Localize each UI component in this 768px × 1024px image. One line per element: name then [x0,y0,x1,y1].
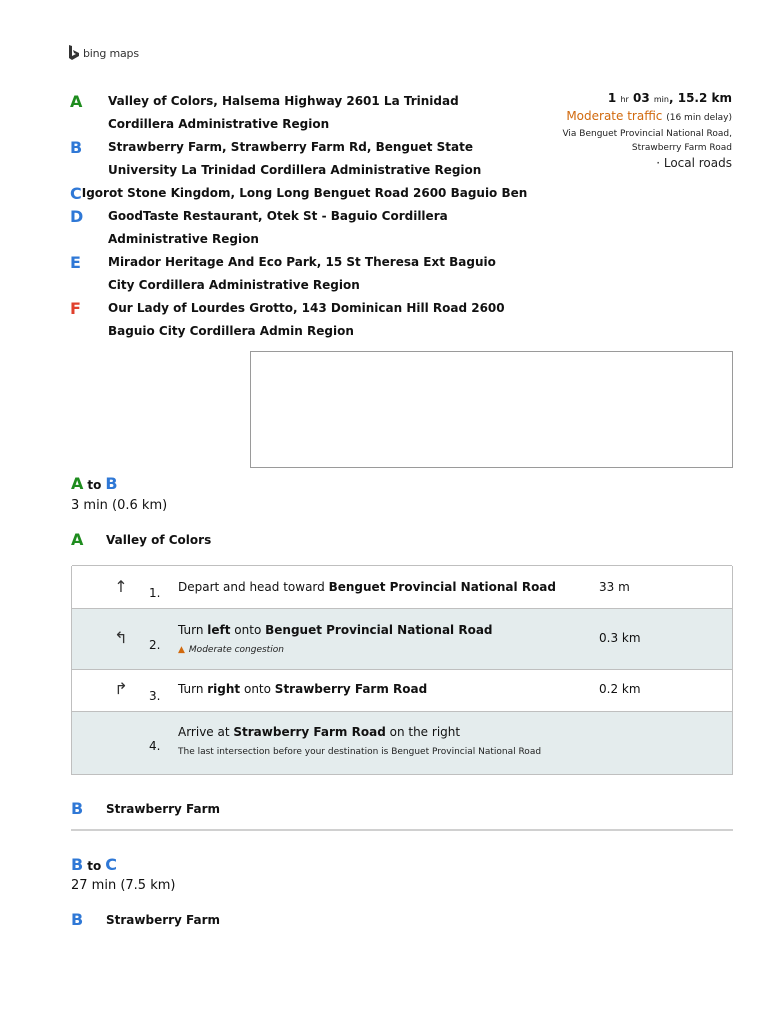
waypoint-address: Our Lady of Lourdes Grotto, 143 Dominican Hill Road 2600 Baguio City Cordillera Admin Region [108,301,505,338]
step-row[interactable]: ↱ 3. Turn right onto Strawberry Farm Road 0.2 km [72,669,732,712]
traffic-status: Moderate traffic (16 min delay) [566,109,732,123]
waypoint-address: Strawberry Farm, Strawberry Farm Rd, Benguet State University La Trinidad Cordillera Administrative Region [108,140,482,177]
step-row[interactable]: ↑ 1. Depart and head toward Benguet Provincial National Road 33 m [72,565,732,609]
waypoint-letter: C [70,184,82,203]
waypoint-address: Mirador Heritage And Eco Park, 15 St Theresa Ext Baguio City Cordillera Administrative Region [108,255,496,292]
waypoint-e[interactable] [70,251,520,297]
bing-logo-icon [68,45,80,61]
leg-divider [71,829,733,831]
waypoint-letter: D [70,207,84,226]
logo-text: bing maps [83,46,139,60]
leg-start-point: B Strawberry Farm [71,910,221,929]
waypoint-address: Valley of Colors, Halsema Highway 2601 La Trinidad Cordillera Administrative Region [108,94,459,131]
leg-time: 27 min (7.5 km) [71,878,176,893]
waypoint-letter: B [70,138,83,157]
leg-header-a-b: A to B [71,474,118,493]
waypoint-letter: A [70,92,83,111]
step-row[interactable]: ↰ 2. Turn left onto Benguet Provincial National Road ▲ Moderate congestion 0.3 km [72,608,732,670]
waypoint-b[interactable] [70,136,520,182]
waypoint-f[interactable] [70,297,520,343]
waypoint-address: GoodTaste Restaurant, Otek St - Baguio Cordillera Administrative Region [108,209,448,246]
step-row[interactable]: 4. Arrive at Strawberry Farm Road on the right The last intersection before your destination is Benguet Provincial National Road [72,711,732,775]
leg-header-b-c: B to C [71,855,117,874]
congestion-note: ▲ Moderate congestion [178,645,284,655]
total-time: 1 hr 03 min, 15.2 km [607,91,732,105]
directions-steps [71,566,733,775]
via-roads-2: Strawberry Farm Road [631,143,732,153]
warning-icon: ▲ [178,645,185,655]
turn-left-icon: ↰ [114,628,128,647]
route-summary [532,90,732,172]
via-roads: Via Benguet Provincial National Road, [562,129,732,139]
waypoint-c[interactable] [70,182,528,205]
local-roads: · Local roads [656,156,732,170]
leg-end-point: B Strawberry Farm [71,799,221,818]
leg-time: 3 min (0.6 km) [71,498,168,513]
arrow-up-icon: ↑ [114,577,128,596]
turn-right-icon: ↱ [114,679,128,698]
waypoint-letter: F [70,299,81,318]
waypoint-list [70,90,528,343]
waypoint-d[interactable] [70,205,520,251]
leg-start-point: A Valley of Colors [71,530,212,549]
waypoint-a[interactable] [70,90,520,136]
bing-maps-logo[interactable] [68,45,139,61]
route-map[interactable] [250,351,733,468]
waypoint-letter: E [70,253,81,272]
arrival-note: The last intersection before your destination is Benguet Provincial National Road [178,747,542,757]
waypoint-address: Igorot Stone Kingdom, Long Long Benguet Road 2600 Baguio Ben [81,186,528,200]
